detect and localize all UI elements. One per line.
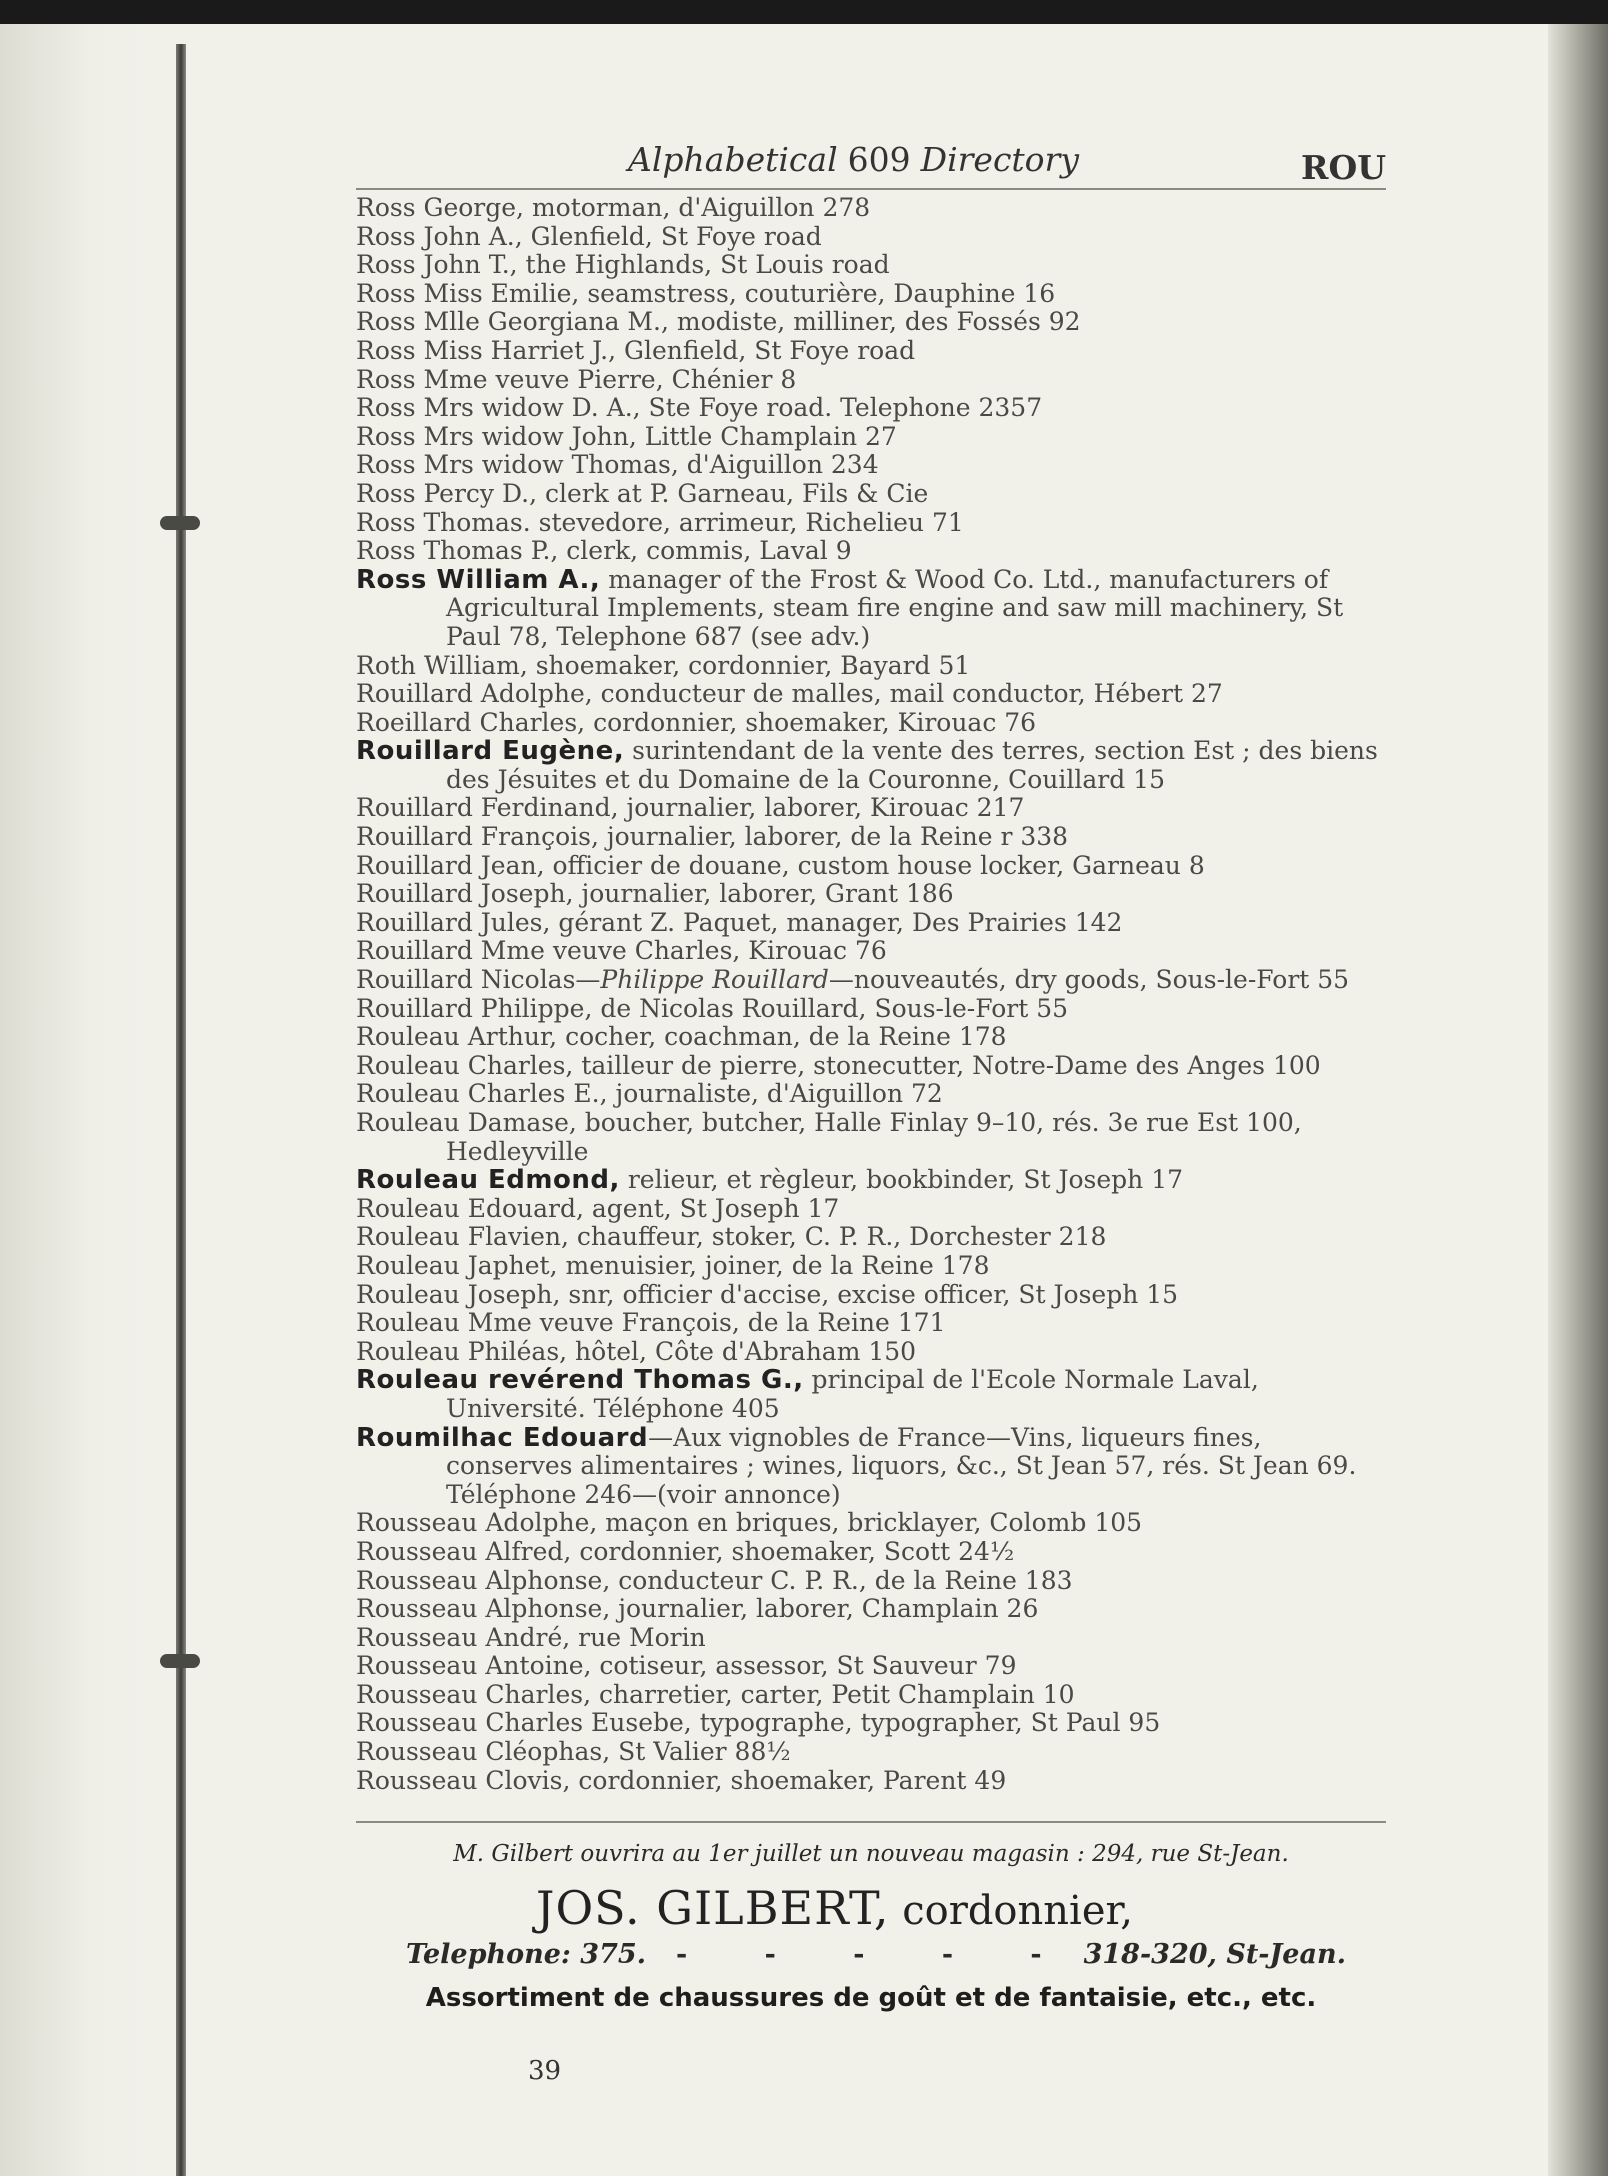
- directory-entry: [356, 1738, 1386, 1767]
- entry-name-bold: Rouleau Edmond,: [356, 1165, 620, 1196]
- entry-details: chauffeur, stoker, C. P. R., Dorchester 218: [568, 1222, 1107, 1252]
- directory-entry: [356, 1567, 1386, 1596]
- directory-entry: [356, 1595, 1386, 1624]
- page-margin-left: [0, 24, 150, 2176]
- entry-details: de Nicolas Rouillard, Sous-le-Fort 55: [592, 993, 1069, 1023]
- entry-name-bold: Ross William A.,: [356, 564, 601, 595]
- entry-name: Rousseau Adolphe,: [356, 1508, 598, 1538]
- directory-entry: [356, 1652, 1386, 1681]
- entry-details: Glenfield, St Foye road: [522, 221, 822, 251]
- advert-name: JOS. GILBERT,: [536, 1881, 890, 1936]
- directory-entry: [356, 1681, 1386, 1710]
- entry-details: —Aux vignobles de France—Vins, liqueurs fines, conserves alimentaires ; wines, liquors, &c., St Jean 57, rés. St Jean 69. Téléphone 246—(voir annonce): [446, 1422, 1357, 1509]
- entry-details: modiste, milliner, des Fossés 92: [668, 307, 1081, 337]
- entry-name: Ross Percy D.,: [356, 478, 538, 508]
- directory-entry: [356, 1309, 1386, 1338]
- directory-entry: [356, 509, 1386, 538]
- entry-name: Rouillard Mme veuve Charles,: [356, 936, 741, 966]
- entry-name: Rouleau Arthur,: [356, 1022, 558, 1052]
- entry-name: Rousseau Alphonse,: [356, 1565, 611, 1595]
- entry-name: Rouleau Damase,: [356, 1108, 577, 1137]
- entry-details: journalier, laborer, Grant 186: [573, 879, 954, 909]
- entry-details: St Valier 88½: [610, 1737, 791, 1767]
- entry-name: Roeillard Charles,: [356, 707, 586, 737]
- entry-details: stevedore, arrimeur, Richelieu 71: [530, 507, 964, 537]
- page-content: [356, 120, 1386, 2041]
- entry-name: Ross Miss Emilie,: [356, 278, 580, 308]
- entry-name: Ross Mme veuve Pierre,: [356, 364, 664, 394]
- directory-entry: [356, 480, 1386, 509]
- entry-details: cotiseur, assessor, St Sauveur 79: [591, 1651, 1017, 1681]
- entry-name: Rousseau Alfred,: [356, 1536, 572, 1566]
- entry-details: boucher, butcher, Halle Finlay 9–10, rés. 3e rue Est 100, Hedleyville: [446, 1108, 1302, 1166]
- entry-name: Ross Thomas.: [356, 507, 531, 537]
- directory-entry: [356, 1052, 1386, 1081]
- entry-details: seamstress, couturière, Dauphine 16: [579, 278, 1056, 308]
- entry-details: agent, St Joseph 17: [583, 1193, 840, 1223]
- directory-entry: [356, 1080, 1386, 1109]
- running-title-right: Directory: [920, 140, 1079, 179]
- directory-entry: [356, 1252, 1386, 1281]
- directory-entry: [356, 1338, 1386, 1367]
- entry-details: —nouveautés, dry goods, Sous-le-Fort 55: [828, 965, 1350, 995]
- entry-details: Ste Foye road. Telephone 2357: [640, 393, 1043, 423]
- advert-business-name: [536, 1881, 1133, 1935]
- directory-entry: [356, 223, 1386, 252]
- directory-entry: [356, 566, 1386, 652]
- entry-details: the Highlands, St Louis road: [517, 250, 890, 280]
- directory-entry: [356, 337, 1386, 366]
- entry-details: Glenfield, St Foye road: [616, 335, 916, 365]
- directory-entry: [356, 737, 1386, 794]
- directory-entry: [356, 251, 1386, 280]
- entry-name: Ross Mrs widow D. A.,: [356, 393, 641, 423]
- entry-name: Rousseau Charles Eusebe,: [356, 1708, 692, 1738]
- entry-name: Rouillard Jules,: [356, 907, 551, 937]
- entry-name: Rouleau Joseph, snr,: [356, 1279, 615, 1309]
- entry-details: maçon en briques, bricklayer, Colomb 105: [597, 1508, 1143, 1538]
- entry-name: Rouillard Joseph,: [356, 879, 574, 909]
- directory-entry: [356, 709, 1386, 738]
- directory-entry: [356, 995, 1386, 1024]
- entry-details: hôtel, Côte d'Abraham 150: [567, 1336, 917, 1366]
- entry-details: cordonnier, shoemaker, Parent 49: [570, 1765, 1007, 1795]
- directory-entry: [356, 1509, 1386, 1538]
- entry-details: menuisier, joiner, de la Reine 178: [557, 1250, 990, 1280]
- entry-name: Rousseau Cléophas,: [356, 1737, 611, 1767]
- advertisement: [356, 1821, 1386, 2041]
- entry-name: Rousseau Alphonse,: [356, 1594, 611, 1624]
- page-number: 609: [847, 140, 911, 179]
- entry-name: Ross John T.,: [356, 250, 518, 280]
- entry-name: Rousseau Antoine,: [356, 1651, 592, 1681]
- entry-name: Rouleau Japhet,: [356, 1250, 558, 1280]
- directory-entries: [356, 194, 1386, 1795]
- directory-entry: [356, 1767, 1386, 1796]
- entry-details: principal de l'Ecole Normale Laval, Université. Téléphone 405: [446, 1365, 1259, 1423]
- entry-name: Ross Mrs widow John,: [356, 421, 637, 451]
- advert-phone: Telephone: 375.: [406, 1939, 647, 1971]
- running-title: [628, 140, 1079, 179]
- directory-entry: [356, 1023, 1386, 1052]
- binding-spine: [176, 44, 186, 2176]
- directory-entry: [356, 1223, 1386, 1252]
- directory-entry: [356, 909, 1386, 938]
- directory-entry: [356, 1709, 1386, 1738]
- directory-entry: [356, 1109, 1386, 1166]
- directory-entry: [356, 652, 1386, 681]
- entry-details: officier de douane, custom house locker, Garneau 8: [544, 850, 1205, 880]
- running-title-left: Alphabetical: [628, 140, 838, 179]
- entry-details: d'Aiguillon 234: [678, 450, 879, 480]
- entry-name: Ross Thomas P.,: [356, 536, 559, 566]
- entry-name: Rouleau Mme veuve François,: [356, 1308, 740, 1338]
- advert-dashes: - - - - -: [676, 1939, 1076, 1971]
- entry-details: journalier, laborer, Kirouac 217: [618, 793, 1025, 823]
- entry-name: Rousseau Clovis,: [356, 1765, 571, 1795]
- directory-entry: [356, 937, 1386, 966]
- entry-details: journaliste, d'Aiguillon 72: [607, 1079, 943, 1109]
- directory-entry: [356, 1366, 1386, 1423]
- advert-contact: [406, 1939, 1346, 1970]
- directory-entry: [356, 1538, 1386, 1567]
- entry-name: Rouillard Ferdinand,: [356, 793, 619, 823]
- entry-name: Rouillard François,: [356, 822, 599, 852]
- directory-entry: [356, 1166, 1386, 1195]
- entry-details: clerk at P. Garneau, Fils & Cie: [537, 478, 929, 508]
- entry-name: Rouleau Philéas,: [356, 1336, 568, 1366]
- entry-details: manager of the Frost & Wood Co. Ltd., manufacturers of Agricultural Implements, steam fire engine and saw mill machinery, St Paul 78, Telephone 687 (see adv.): [446, 564, 1344, 651]
- entry-name: Ross Miss Harriet J.,: [356, 335, 617, 365]
- entry-details: clerk, commis, Laval 9: [558, 536, 852, 566]
- entry-name: Ross Mrs widow Thomas,: [356, 450, 679, 480]
- signature-mark: 39: [528, 2056, 562, 2086]
- entry-name: Rouillard Nicolas—: [356, 965, 601, 995]
- entry-name: Rousseau André,: [356, 1622, 571, 1652]
- directory-entry: [356, 451, 1386, 480]
- entry-name: Rouleau Flavien,: [356, 1222, 569, 1252]
- entry-details: de la Reine 171: [739, 1308, 946, 1338]
- entry-details: shoemaker, cordonnier, Bayard 51: [527, 650, 971, 680]
- entry-details: Chénier 8: [663, 364, 797, 394]
- advert-address: 318-320, St-Jean.: [1083, 1939, 1346, 1971]
- entry-details: conducteur de malles, mail conductor, Hébert 27: [592, 679, 1223, 709]
- entry-name: Rouillard Adolphe,: [356, 679, 593, 709]
- directory-entry: [356, 794, 1386, 823]
- directory-entry: [356, 1195, 1386, 1224]
- directory-entry: [356, 308, 1386, 337]
- directory-entry: [356, 880, 1386, 909]
- entry-details: relieur, et règleur, bookbinder, St Joseph 17: [619, 1165, 1184, 1195]
- entry-name: Roth William,: [356, 650, 528, 680]
- entry-details: Kirouac 76: [740, 936, 887, 966]
- running-header: [356, 120, 1386, 190]
- directory-entry: [356, 1281, 1386, 1310]
- entry-name-bold: Rouleau revérend Thomas G.,: [356, 1365, 804, 1396]
- entry-details: surintendant de la vente des terres, section Est ; des biens des Jésuites et du Domaine de la Couronne, Couillard 15: [446, 736, 1378, 794]
- entry-name-bold: Roumilhac Edouard: [356, 1422, 649, 1453]
- directory-entry: [356, 966, 1386, 995]
- entry-details: tailleur de pierre, stonecutter, Notre-Dame des Anges 100: [573, 1050, 1321, 1080]
- advert-tagline: Assortiment de chaussures de goût et de fantaisie, etc., etc.: [425, 1983, 1317, 2014]
- entry-name-bold: Rouillard Eugène,: [356, 736, 625, 767]
- entry-details: charretier, carter, Petit Champlain 10: [591, 1679, 1075, 1709]
- entry-name: Rouleau Charles,: [356, 1050, 574, 1080]
- entry-details: officier d'accise, excise officer, St Joseph 15: [614, 1279, 1179, 1309]
- entry-name: Ross John A.,: [356, 221, 523, 251]
- entry-name: Ross George,: [356, 193, 524, 222]
- entry-details: cordonnier, shoemaker, Kirouac 76: [585, 707, 1037, 737]
- entry-italic: Philippe Rouillard: [600, 965, 829, 995]
- entry-name: Ross Mlle Georgiana M.,: [356, 307, 669, 337]
- entry-name: Rouillard Jean,: [356, 850, 545, 880]
- entry-details: typographe, typographer, St Paul 95: [691, 1708, 1161, 1738]
- directory-entry: [356, 823, 1386, 852]
- advert-trade: cordonnier,: [889, 1888, 1133, 1935]
- directory-entry: [356, 1624, 1386, 1653]
- entry-details: motorman, d'Aiguillon 278: [524, 193, 871, 222]
- entry-details: journalier, laborer, de la Reine r 338: [598, 822, 1069, 852]
- binding-stitch: [160, 1654, 200, 1668]
- directory-entry: [356, 366, 1386, 395]
- entry-details: cordonnier, shoemaker, Scott 24½: [571, 1536, 1015, 1566]
- page-edge-right: [1548, 24, 1608, 2176]
- entry-details: gérant Z. Paquet, manager, Des Prairies 142: [550, 907, 1123, 937]
- entry-name: Rouleau Charles E.,: [356, 1079, 608, 1109]
- directory-entry: [356, 394, 1386, 423]
- directory-entry: [356, 1424, 1386, 1510]
- directory-entry: [356, 852, 1386, 881]
- directory-entry: [356, 280, 1386, 309]
- entry-details: Little Champlain 27: [636, 421, 897, 451]
- directory-entry: [356, 423, 1386, 452]
- entry-details: conducteur C. P. R., de la Reine 183: [610, 1565, 1073, 1595]
- entry-details: journalier, laborer, Champlain 26: [610, 1594, 1039, 1624]
- entry-name: Rousseau Charles,: [356, 1679, 592, 1709]
- directory-entry: [356, 680, 1386, 709]
- entry-name: Rouleau Edouard,: [356, 1193, 584, 1223]
- advert-notice: M. Gilbert ouvrira au 1er juillet un nouveau magasin : 294, rue St-Jean.: [453, 1841, 1289, 1868]
- directory-page: [0, 24, 1608, 2176]
- entry-details: cocher, coachman, de la Reine 178: [557, 1022, 1007, 1052]
- directory-entry: [356, 537, 1386, 566]
- entry-details: rue Morin: [570, 1622, 706, 1652]
- binding-stitch: [160, 516, 200, 530]
- section-letters: ROU: [1301, 148, 1386, 187]
- directory-entry: [356, 194, 1386, 223]
- entry-name: Rouillard Philippe,: [356, 993, 593, 1023]
